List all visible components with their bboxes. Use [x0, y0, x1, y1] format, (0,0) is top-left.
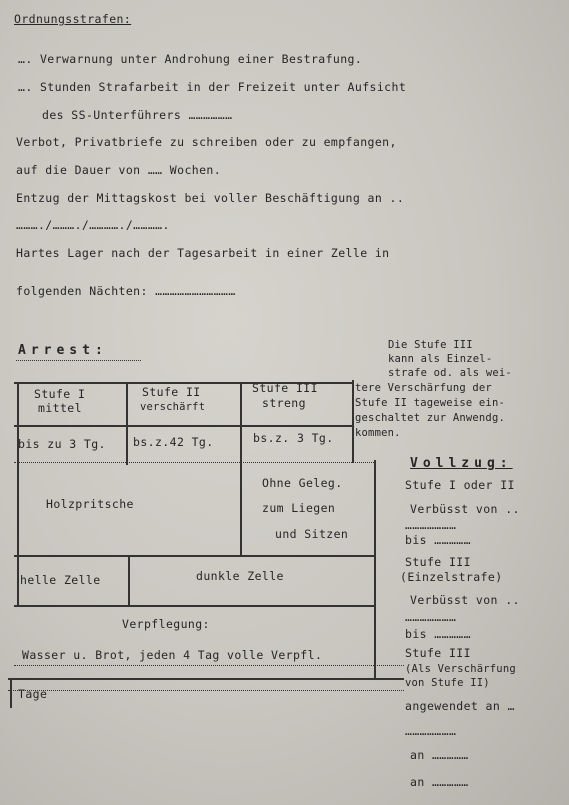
vollzug-heading: Vollzug: — [410, 456, 513, 471]
arrest-underline — [16, 360, 141, 361]
table-rule — [14, 665, 404, 666]
stufe-2-sub: verschärft — [140, 401, 206, 413]
vollzug-line-2: Verbüsst von .. — [410, 502, 520, 516]
vollzug-line-7: Verbüsst von .. — [410, 593, 520, 607]
table-rule — [17, 382, 19, 605]
table-rule — [126, 382, 128, 465]
vollzug-line-6: (Einzelstrafe) — [400, 570, 503, 584]
table-rule — [8, 678, 404, 680]
penalty-line-9: folgenden Nächten: …………………………… — [16, 284, 236, 298]
holzpritsche-cell: Holzpritsche — [46, 497, 134, 511]
arrest-note-6: geschaltet zur Anwendg. — [355, 412, 505, 424]
table-rule — [374, 460, 376, 678]
table-rule — [14, 425, 352, 427]
stufe-3-duration: bs.z. 3 Tg. — [253, 431, 334, 445]
arrest-note-1: Die Stufe III — [388, 339, 473, 351]
stufe-3-sub: streng — [262, 396, 306, 410]
penalty-line-7: ………./………./…………./…………. — [16, 218, 170, 232]
verpflegung-label: Verpflegung: — [122, 617, 210, 631]
penalty-line-6: Entzug der Mittagskost bei voller Beschäftigung an .. — [16, 191, 405, 205]
arrest-note-4: tere Verschärfung der — [355, 382, 492, 394]
ohne-line-3: und Sitzen — [275, 527, 349, 541]
penalty-line-8: Hartes Lager nach der Tagesarbeit in einer Zelle in — [16, 246, 390, 260]
table-rule — [128, 555, 130, 605]
tage-label: Tage — [18, 687, 48, 701]
helle-zelle-cell: helle Zelle — [20, 573, 101, 587]
vollzug-line-1: Stufe I oder II — [405, 478, 515, 492]
arrest-heading: Arrest: — [18, 343, 108, 358]
vollzug-line-12: von Stufe II) — [405, 677, 490, 689]
dunkle-zelle-cell: dunkle Zelle — [196, 569, 284, 583]
table-rule — [14, 462, 374, 463]
vollzug-line-11: (Als Verschärfung — [405, 663, 516, 675]
penalty-line-4: Verbot, Privatbriefe zu schreiben oder zu empfangen, — [16, 135, 397, 149]
stufe-1-duration: bis zu 3 Tg. — [18, 437, 106, 451]
vollzug-line-14: ………………… — [405, 724, 457, 738]
penalty-line-5: auf die Dauer von …… Wochen. — [16, 163, 222, 177]
vollzug-line-16: an …………… — [410, 775, 469, 789]
vollzug-line-4: bis …………… — [405, 533, 471, 547]
penalty-line-2: …. Stunden Strafarbeit in der Freizeit unter Aufsicht — [18, 80, 407, 94]
stufe-2-label: Stufe II — [142, 385, 201, 399]
vollzug-line-8: ………………… — [405, 610, 457, 624]
vollzug-line-9: bis …………… — [405, 627, 471, 641]
penalty-line-3: des SS-Unterführers ……………… — [42, 108, 233, 122]
table-rule — [8, 690, 404, 691]
wasser-brot-line: Wasser u. Brot, jeden 4 Tag volle Verpfl. — [22, 648, 323, 662]
table-rule — [240, 382, 242, 555]
penalty-line-1: …. Verwarnung unter Androhung einer Bestrafung. — [18, 52, 363, 66]
arrest-note-5: Stufe II tageweise ein- — [355, 397, 505, 409]
table-rule — [10, 678, 12, 708]
vollzug-line-15: an …………… — [410, 748, 469, 762]
stufe-2-duration: bs.z.42 Tg. — [133, 435, 214, 449]
table-rule — [14, 555, 376, 557]
ohne-line-1: Ohne Geleg. — [262, 476, 343, 490]
stufe-1-sub: mittel — [38, 401, 82, 415]
vollzug-line-13: angewendet an … — [405, 699, 515, 713]
stufe-3-label: Stufe III — [252, 381, 318, 395]
arrest-note-3: strafe od. als wei- — [388, 367, 512, 379]
table-rule — [352, 380, 354, 463]
ohne-line-2: zum Liegen — [262, 501, 336, 515]
table-rule — [14, 605, 376, 607]
section-title-ordnungsstrafen: Ordnungsstrafen: — [14, 12, 132, 26]
stufe-1-label: Stufe I — [34, 387, 86, 401]
arrest-note-7: kommen. — [355, 427, 401, 439]
arrest-note-2: kann als Einzel- — [388, 353, 493, 365]
vollzug-line-3: ………………… — [405, 518, 457, 532]
vollzug-line-5: Stufe III — [405, 555, 471, 569]
vollzug-line-10: Stufe III — [405, 646, 471, 660]
